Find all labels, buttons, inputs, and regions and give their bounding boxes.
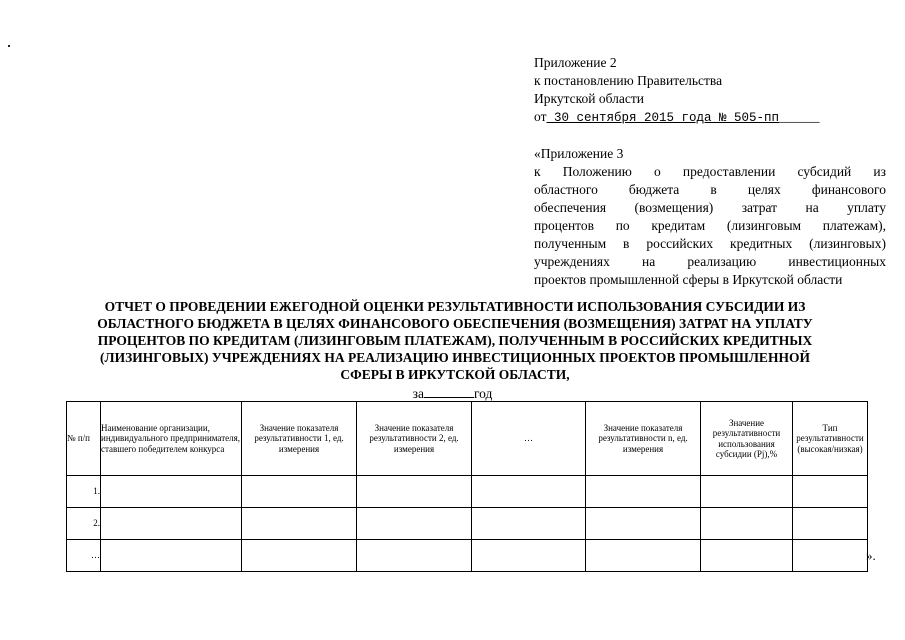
table-cell <box>701 508 793 540</box>
table-cell <box>793 540 868 572</box>
title-line-4: (ЛИЗИНГОВЫХ) УЧРЕЖДЕНИЯХ НА РЕАЛИЗАЦИЮ ИНВЕСТИЦИОННЫХ ПРОЕКТОВ ПРОМЫШЛЕННОЙ <box>100 350 810 365</box>
sub-appendix-line-2: областного бюджета в целях финансового <box>534 182 886 197</box>
table-cell <box>586 476 701 508</box>
sub-appendix-line-3: обеспечения (возмещения) затрат на уплату <box>534 200 886 215</box>
period-year-blank <box>424 385 474 398</box>
sub-appendix-line-6: учреждениях на реализацию инвестиционных <box>534 254 886 269</box>
closing-quote: ». <box>866 548 876 563</box>
title-line-2: ОБЛАСТНОГО БЮДЖЕТА В ЦЕЛЯХ ФИНАНСОВОГО ОБЕСПЕЧЕНИЯ (ВОЗМЕЩЕНИЯ) ЗАТРАТ НА УПЛАТУ <box>97 316 813 331</box>
header-ellipsis: … <box>472 402 586 476</box>
header-number: № п/п <box>67 402 101 476</box>
title-line-1: ОТЧЕТ О ПРОВЕДЕНИИ ЕЖЕГОДНОЙ ОЦЕНКИ РЕЗУЛЬТАТИВНОСТИ ИСПОЛЬЗОВАНИЯ СУБСИДИИ ИЗ <box>104 299 806 314</box>
table-cell <box>472 476 586 508</box>
title-line-3: ПРОЦЕНТОВ ПО КРЕДИТАМ (ЛИЗИНГОВЫМ ПЛАТЕЖАМ), ПОЛУЧЕННЫМ В РОССИЙСКИХ КРЕДИТНЫХ <box>97 333 813 348</box>
table-cell <box>586 540 701 572</box>
row-number: 1. <box>67 476 101 508</box>
sub-appendix-line-7: проектов промышленной сферы в Иркутской области <box>534 272 843 287</box>
table-cell <box>472 508 586 540</box>
table-cell <box>101 508 242 540</box>
period-suffix: год <box>473 386 493 401</box>
table-cell <box>357 540 472 572</box>
sub-appendix-line-4: процентов по кредитам (лизинговым платежам), <box>534 218 886 233</box>
appendix-date-line <box>534 108 886 127</box>
appendix-line-3: Иркутской области <box>534 91 645 106</box>
appendix-line-2: к постановлению Правительства <box>534 73 723 88</box>
table-cell <box>101 476 242 508</box>
table-cell <box>242 476 357 508</box>
table-row <box>67 540 868 572</box>
header-indicator-2: Значение показателя результативности 2, ед. измерения <box>357 402 472 476</box>
row-number: … <box>67 540 101 572</box>
date-value: 30 сентября 2015 года № 505-пп <box>546 111 780 125</box>
table-cell <box>242 540 357 572</box>
sub-appendix-line-1: к Положению о предоставлении субсидий из <box>534 164 886 179</box>
table-cell <box>793 508 868 540</box>
table-header-row <box>67 402 868 476</box>
table-cell <box>701 476 793 508</box>
table-cell <box>472 540 586 572</box>
table-cell <box>242 508 357 540</box>
header-organization: Наименование организации, индивидуального предпринимателя, ставшего победителем конкурса <box>101 402 242 476</box>
sub-appendix-title: «Приложение 3 <box>534 146 624 161</box>
table-cell <box>586 508 701 540</box>
date-prefix: от <box>534 109 547 124</box>
appendix-block <box>534 54 886 289</box>
table-cell <box>793 476 868 508</box>
table-row <box>67 508 868 540</box>
table-row <box>67 476 868 508</box>
row-number: 2. <box>67 508 101 540</box>
header-effectiveness-type: Тип результативности (высокая/низкая) <box>793 402 868 476</box>
table-cell <box>357 508 472 540</box>
period-prefix: за <box>412 386 424 401</box>
header-effectiveness: Значение результативности использования субсидии (Pj),% <box>701 402 793 476</box>
table-cell <box>701 540 793 572</box>
sub-appendix-line-5: полученным в российских кредитных (лизинговых) <box>534 236 886 251</box>
header-indicator-n: Значение показателя результативности n, ед. измерения <box>586 402 701 476</box>
table-cell <box>357 476 472 508</box>
report-table <box>66 401 868 572</box>
report-period <box>0 385 905 402</box>
scan-speck <box>8 45 10 47</box>
table-cell <box>101 540 242 572</box>
header-indicator-1: Значение показателя результативности 1, ед. измерения <box>242 402 357 476</box>
title-line-5: СФЕРЫ В ИРКУТСКОЙ ОБЛАСТИ, <box>340 367 570 382</box>
appendix-line-1: Приложение 2 <box>534 55 617 70</box>
report-title <box>40 298 870 383</box>
date-trailing: ______ <box>779 109 820 124</box>
